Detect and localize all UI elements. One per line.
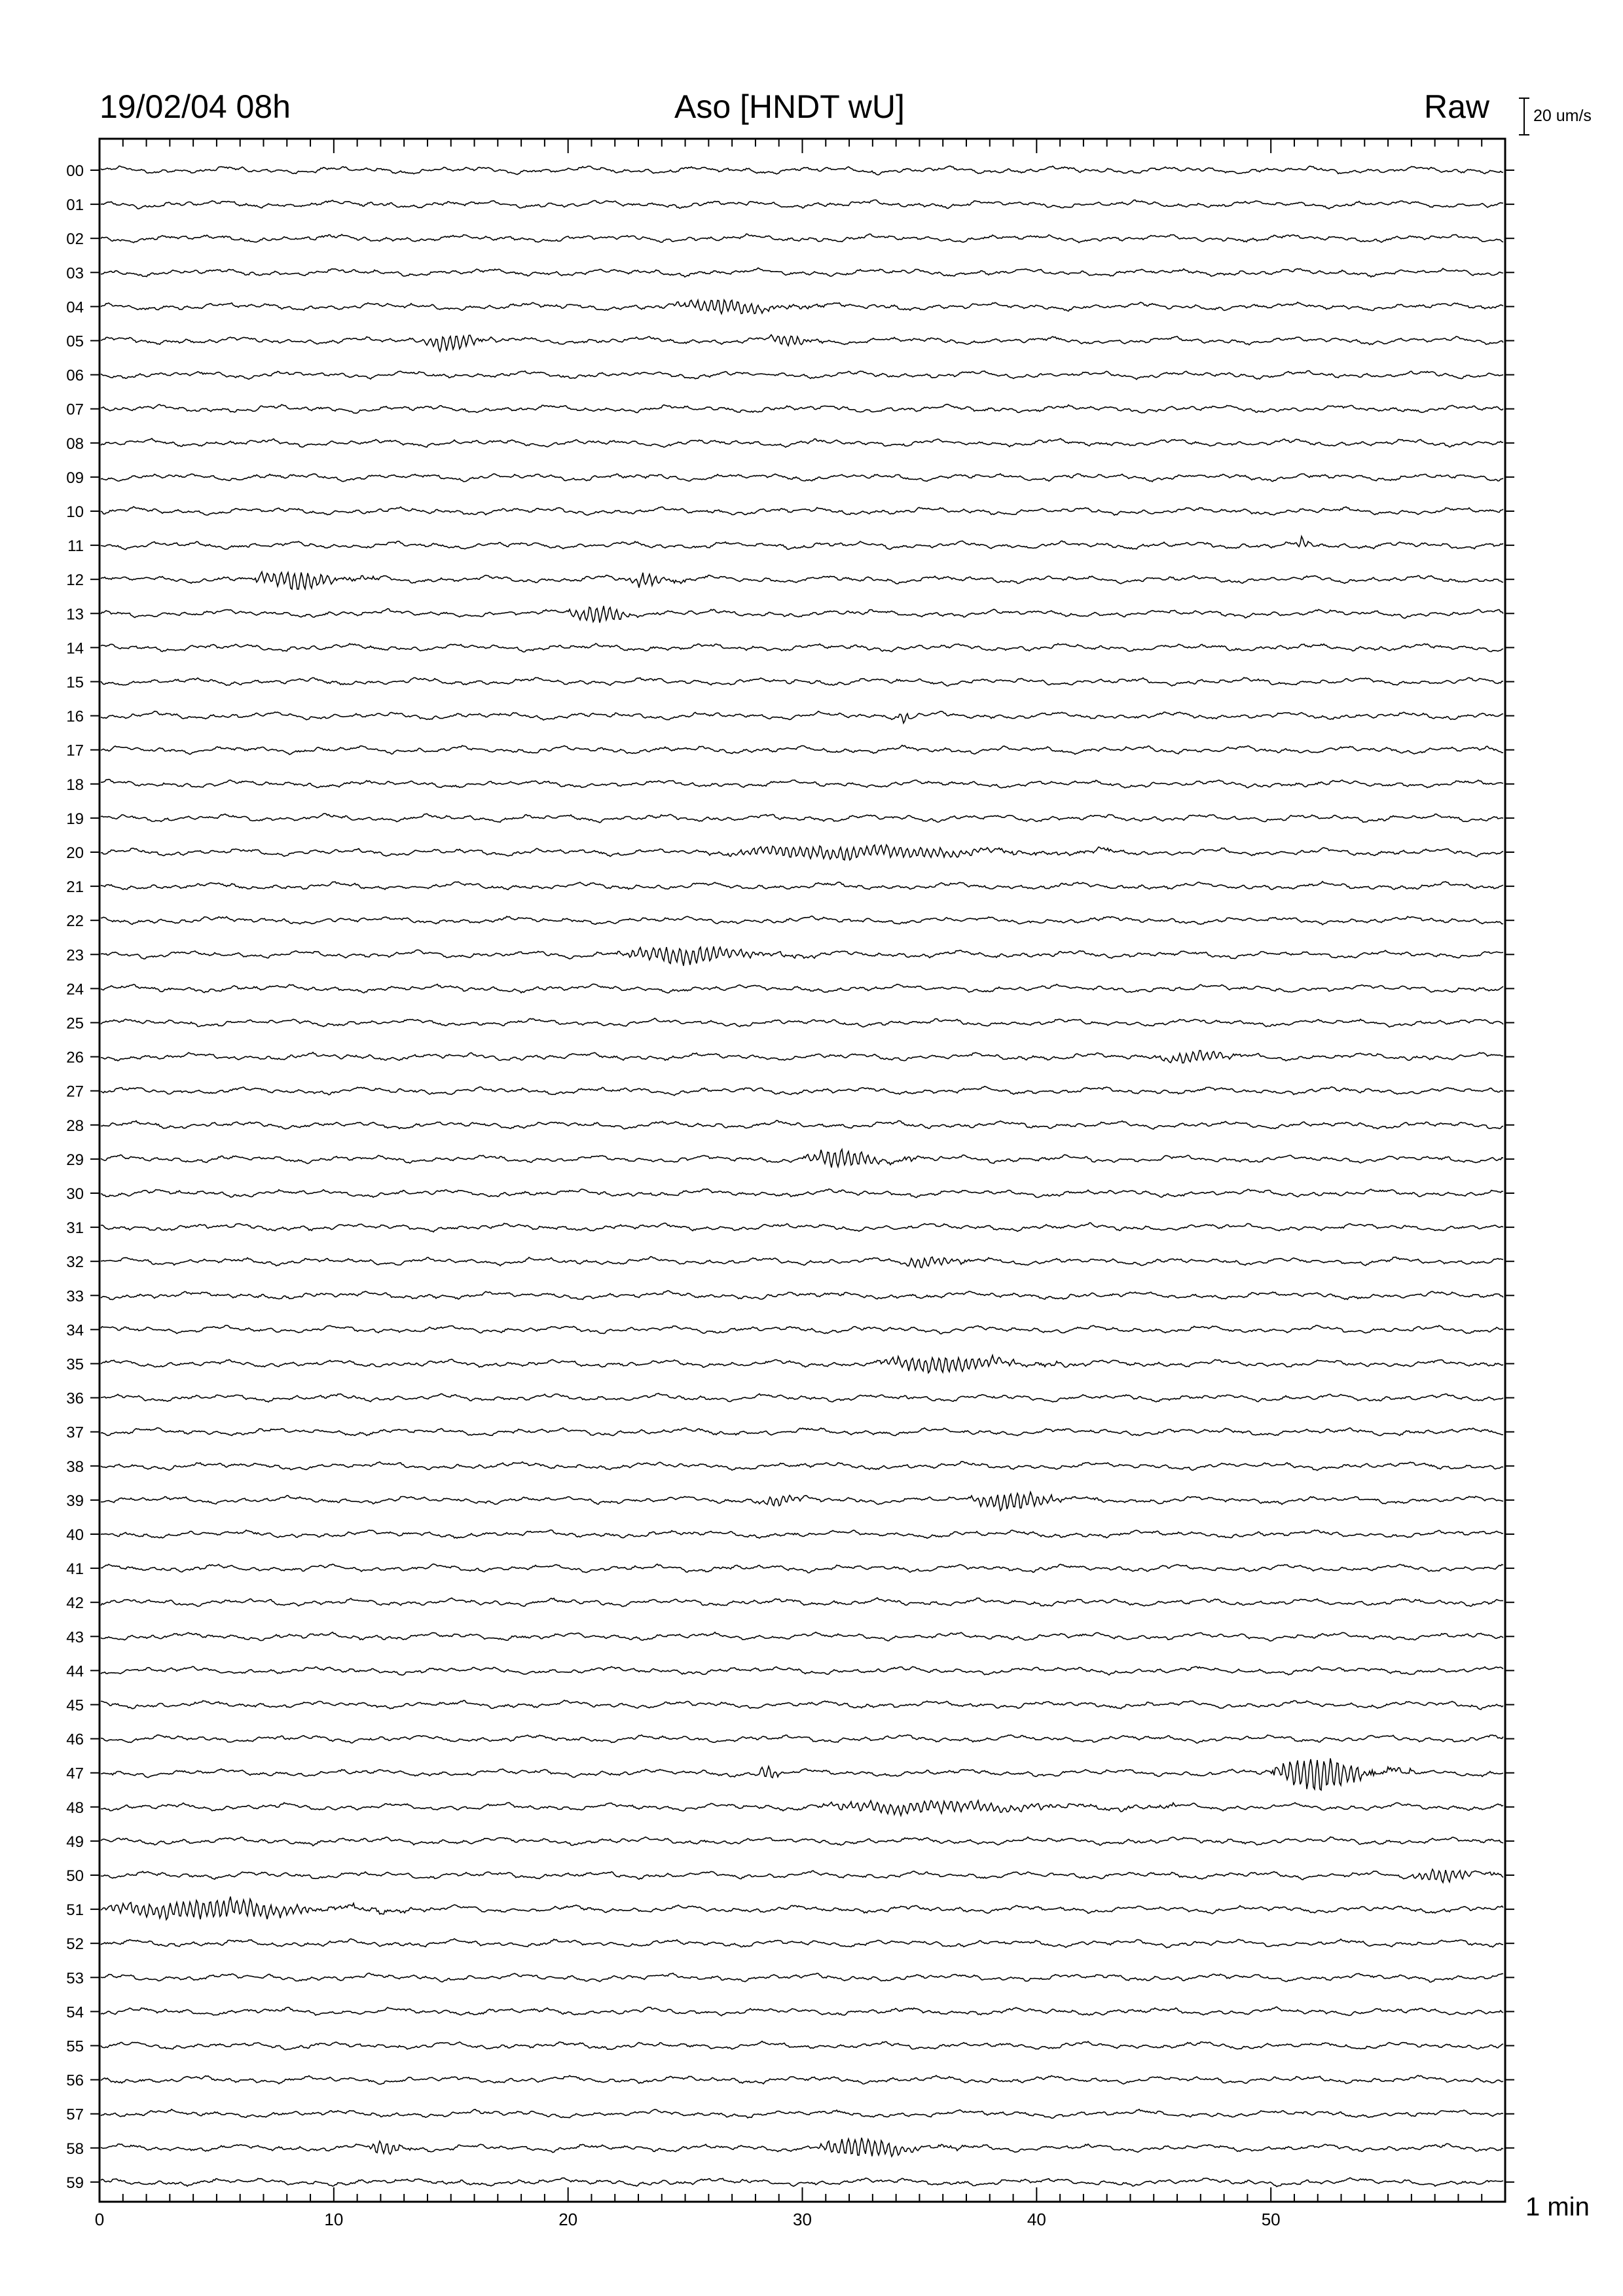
trace-row-21 [101,882,1503,890]
trace-row-34 [101,1325,1503,1334]
trace-row-57 [101,2109,1503,2119]
row-label-34: 34 [66,1321,84,1340]
row-label-35: 35 [66,1355,84,1374]
x-tick-label-30: 30 [793,2210,812,2229]
row-label-57: 57 [66,2106,84,2124]
row-label-56: 56 [66,2072,84,2090]
trace-row-17 [101,745,1503,755]
row-label-54: 54 [66,2003,84,2022]
row-label-00: 00 [66,162,84,180]
scale-bar-label: 20 um/s [1533,107,1592,125]
row-label-39: 39 [66,1492,84,1510]
date-hour-label: 19/02/04 08h [100,88,291,125]
row-label-15: 15 [66,673,84,692]
trace-row-14 [101,643,1503,652]
row-label-55: 55 [66,2037,84,2056]
trace-row-44 [101,1666,1503,1675]
trace-row-55 [101,2041,1503,2050]
trace-row-28 [101,1121,1503,1129]
row-label-22: 22 [66,912,84,931]
x-tick-label-40: 40 [1027,2210,1046,2229]
trace-row-13 [101,606,1503,623]
row-label-47: 47 [66,1765,84,1783]
trace-row-00 [101,166,1503,175]
row-label-19: 19 [66,810,84,828]
trace-row-11 [101,537,1503,550]
x-tick-label-10: 10 [324,2210,344,2229]
trace-row-53 [101,1973,1503,1982]
trace-row-04 [101,300,1503,314]
trace-row-36 [101,1393,1503,1402]
trace-row-51 [101,1897,1503,1920]
row-label-04: 04 [66,298,84,317]
row-label-10: 10 [66,503,84,521]
row-label-45: 45 [66,1696,84,1715]
trace-row-01 [101,200,1503,209]
row-label-24: 24 [66,980,84,999]
row-label-40: 40 [66,1526,84,1544]
row-label-06: 06 [66,367,84,385]
row-label-29: 29 [66,1151,84,1169]
row-label-25: 25 [66,1014,84,1033]
row-label-16: 16 [66,708,84,726]
row-label-02: 02 [66,230,84,249]
row-label-44: 44 [66,1662,84,1681]
trace-row-24 [101,984,1503,993]
trace-row-50 [101,1869,1503,1882]
trace-row-56 [101,2075,1503,2085]
trace-row-16 [101,711,1503,723]
row-label-01: 01 [66,196,84,215]
trace-row-45 [101,1700,1503,1710]
row-label-38: 38 [66,1458,84,1476]
trace-row-33 [101,1291,1503,1300]
trace-row-31 [101,1223,1503,1232]
trace-row-07 [101,404,1503,414]
trace-row-38 [101,1462,1503,1471]
trace-row-03 [101,268,1503,277]
trace-row-25 [101,1018,1503,1028]
row-label-08: 08 [66,435,84,453]
row-label-09: 09 [66,469,84,487]
row-label-31: 31 [66,1219,84,1238]
row-label-37: 37 [66,1424,84,1442]
row-label-53: 53 [66,1969,84,1988]
trace-row-41 [101,1564,1503,1573]
mode-label: Raw [1424,88,1490,125]
row-label-46: 46 [66,1731,84,1749]
trace-row-02 [101,234,1503,243]
row-label-49: 49 [66,1833,84,1851]
row-label-27: 27 [66,1083,84,1101]
trace-row-58 [101,2138,1503,2157]
trace-row-06 [101,370,1503,379]
row-label-43: 43 [66,1628,84,1647]
row-label-28: 28 [66,1117,84,1135]
trace-row-09 [101,474,1503,482]
row-label-52: 52 [66,1935,84,1954]
row-label-33: 33 [66,1287,84,1306]
trace-row-18 [101,780,1503,788]
trace-row-43 [101,1632,1503,1641]
trace-row-42 [101,1598,1503,1606]
row-label-05: 05 [66,332,84,351]
row-label-14: 14 [66,639,84,658]
trace-row-35 [101,1355,1503,1373]
row-label-36: 36 [66,1390,84,1408]
row-label-17: 17 [66,742,84,760]
row-label-03: 03 [66,264,84,283]
trace-row-26 [101,1050,1503,1063]
trace-row-15 [101,677,1503,686]
row-label-12: 12 [66,571,84,590]
trace-row-19 [101,814,1503,823]
row-label-07: 07 [66,401,84,419]
row-label-26: 26 [66,1049,84,1067]
trace-row-54 [101,2007,1503,2016]
x-tick-label-0: 0 [94,2210,105,2229]
trace-row-39 [101,1492,1503,1511]
trace-row-05 [101,335,1503,351]
row-label-13: 13 [66,605,84,624]
trace-row-59 [101,2178,1503,2187]
row-label-18: 18 [66,776,84,794]
row-label-20: 20 [66,844,84,862]
trace-row-37 [101,1428,1503,1436]
trace-row-49 [101,1837,1503,1846]
trace-row-20 [101,845,1503,860]
trace-row-22 [101,916,1503,925]
row-label-50: 50 [66,1867,84,1885]
trace-row-30 [101,1189,1503,1197]
plot-frame [100,139,1505,2202]
trace-row-40 [101,1530,1503,1539]
row-label-21: 21 [66,878,84,897]
row-label-48: 48 [66,1799,84,1817]
row-label-58: 58 [66,2140,84,2158]
trace-row-32 [101,1257,1503,1268]
trace-row-48 [101,1801,1503,1816]
row-label-51: 51 [66,1901,84,1920]
trace-row-47 [101,1759,1503,1791]
trace-row-29 [101,1149,1503,1168]
trace-row-10 [101,507,1503,515]
x-unit-label: 1 min [1525,2193,1590,2221]
x-tick-label-50: 50 [1261,2210,1281,2229]
row-label-30: 30 [66,1185,84,1203]
trace-row-23 [101,946,1503,966]
station-title: Aso [HNDT wU] [674,88,905,125]
row-label-59: 59 [66,2174,84,2192]
trace-row-08 [101,439,1503,448]
row-label-32: 32 [66,1253,84,1272]
x-tick-label-20: 20 [558,2210,578,2229]
row-label-23: 23 [66,946,84,965]
row-label-11: 11 [67,537,84,556]
trace-row-12 [101,572,1503,590]
trace-row-27 [101,1086,1503,1096]
trace-row-46 [101,1735,1503,1744]
trace-row-52 [101,1939,1503,1948]
row-label-42: 42 [66,1594,84,1613]
row-label-41: 41 [66,1560,84,1579]
